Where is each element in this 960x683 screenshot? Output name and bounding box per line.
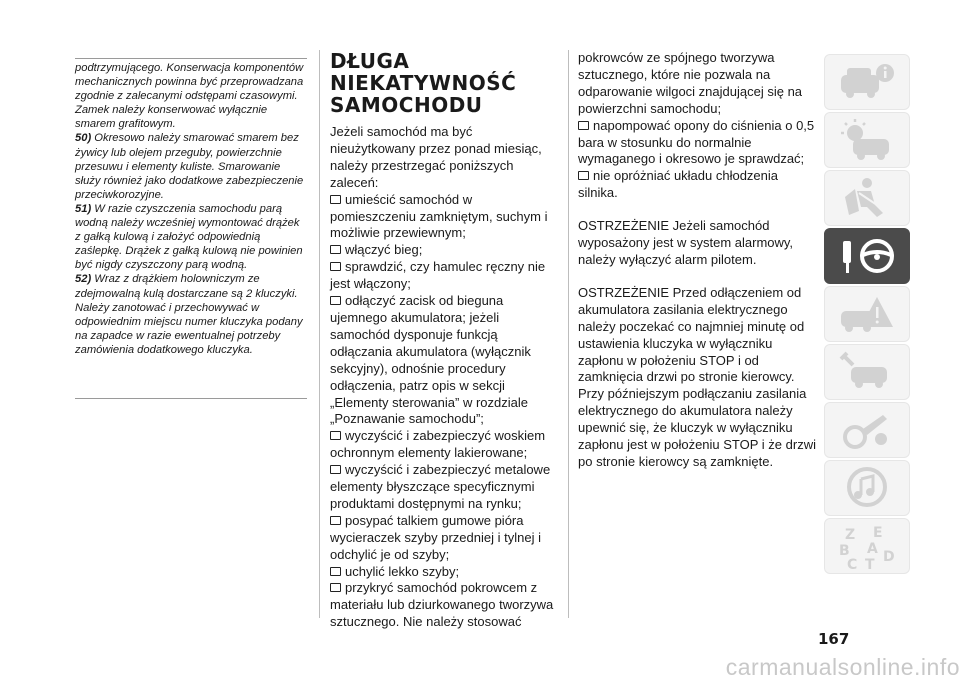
footnote-text: W razie czyszczenia samochodu parą wodną należy wcześniej wymontować drążek z gałką kulową i założyć odpowiednią zaślepkę. Drążek z gałką kulową nie powinien być nigdy czyszczony parą wodną.	[75, 202, 303, 272]
bullet-box-icon	[330, 516, 341, 525]
footnotes-column	[75, 58, 307, 357]
bullet-box-icon	[330, 262, 341, 271]
list-item: sprawdzić, czy hamulec ręczny nie jest włączony;	[330, 259, 546, 292]
list-item: przykryć samochód pokrowcem z materiału lub dziurkowanego tworzywa sztucznego. Nie należy stosować	[330, 580, 554, 630]
index-letter: B	[839, 543, 850, 559]
column-divider	[568, 50, 569, 618]
footnote-number: 50)	[75, 132, 92, 145]
footnote-51	[75, 202, 307, 272]
list-item: wyczyścić i zabezpieczyć woskiem ochronnym elementy lakierowane;	[330, 428, 546, 461]
tab-key-steering-wheel[interactable]	[824, 228, 910, 284]
alphabetical-index-icon	[837, 523, 897, 573]
bullet-box-icon	[330, 465, 341, 474]
watermark: carmanualsonline.info	[725, 654, 960, 680]
continuation-paragraph: podtrzymującego. Konserwacja komponentów mechanicznych powinna być przeprowadzana zgodnie z zalecanymi odstępami czasowymi. Zamek należy konserwować wyłącznie smarem grafitowym.	[75, 62, 304, 131]
bullet-box-icon	[578, 121, 589, 130]
tab-maintenance[interactable]	[824, 402, 910, 458]
footnote-number: 52)	[75, 273, 92, 286]
warning-battery: OSTRZEŻENIE Przed odłączeniem od akumulatora zasilania elektrycznego należy poczekać co najmniej minutę od ustawienia kluczyka w wyłączniku zapłonu w położeniu STOP i od zamknięcia drzwi po stronie kierowcy. Przy późniejszym podłączaniu zasilania elektrycznego do akumulatora należy upewnić się, że kluczyk w wyłączniku zapłonu jest w położeniu STOP i że drzwi po stronie kierowcy są zamknięte.	[578, 284, 816, 469]
airbag-seat-icon	[837, 175, 897, 221]
section-heading: DŁUGA NIEKATYWNOŚĆ SAMOCHODU	[330, 49, 517, 117]
footnote-52	[75, 272, 307, 357]
list-item: wyczyścić i zabezpieczyć metalowe elementy błyszczące specyficznymi produktami dostępnymi na rynku;	[330, 462, 551, 511]
bullet-box-icon	[330, 245, 341, 254]
tab-wrench-car[interactable]	[824, 344, 910, 400]
column-divider	[319, 50, 320, 618]
index-letter: D	[883, 549, 895, 565]
bullet-box-icon	[330, 195, 341, 204]
tab-airbag-seat[interactable]	[824, 170, 910, 226]
tab-alphabetical-index[interactable]	[824, 518, 910, 574]
list-item: umieścić samochód w pomieszczeniu zamkniętym, suchym i możliwie przewiewnym;	[330, 191, 548, 241]
tab-warning-triangle[interactable]	[824, 286, 910, 342]
tab-car-info[interactable]	[824, 54, 910, 110]
footnote-50	[75, 131, 307, 201]
index-letter: E	[873, 525, 883, 541]
footnote-number: 51)	[75, 202, 92, 215]
list-item: uchylić lekko szyby;	[330, 564, 558, 581]
list-item: nie opróżniać układu chłodzenia silnika.	[578, 168, 779, 201]
warning-alarm: OSTRZEŻENIE Jeżeli samochód wyposażony jest w system alarmowy, należy wyłączyć alarm pilotem.	[578, 218, 794, 267]
bullet-box-icon	[330, 583, 341, 592]
index-letter: Z	[845, 527, 856, 543]
multimedia-icon	[837, 465, 897, 511]
tab-dashboard-lights[interactable]	[824, 112, 910, 168]
continuation-paragraph: pokrowców ze spójnego tworzywa sztucznego, które nie pozwala na odparowanie wilgoci znajdującej się na powierzchni samochodu;	[578, 50, 803, 116]
footnote-text: Wraz z drążkiem holowniczym ze zdejmowalną kulą dostarczane są 2 kluczyki. Należy zanotować i przechowywać w odpowiednim miejscu numer kluczyka podany na zapadce w razie ewentualnej potrzeby zamówienia dodatkowego kluczyka.	[75, 273, 303, 356]
car-info-icon	[837, 59, 897, 105]
page-number: 167	[818, 630, 850, 648]
dashboard-lights-icon	[837, 117, 897, 163]
index-letter: C	[847, 557, 858, 573]
index-letter: A	[867, 541, 878, 557]
main-column	[330, 50, 558, 631]
bullet-box-icon	[330, 296, 341, 305]
intro-paragraph: Jeżeli samochód ma być nieużytkowany przez ponad miesiąc, należy przestrzegać poniższych zaleceń:	[330, 124, 542, 190]
warning-triangle-car-icon	[837, 291, 897, 337]
tab-multimedia[interactable]	[824, 460, 910, 516]
list-item: posypać talkiem gumowe pióra wycieraczek szyby przedniej i tylnej i odchylić je od szyby;	[330, 512, 541, 562]
list-item: odłączyć zacisk od bieguna ujemnego akumulatora; jeżeli samochód dysponuje funkcją odłączania akumulatora (wyłącznik sekcyjny), odnośnie procedury odłączenia, patrz opis w sekcji „Elementy sterowania” w rozdziale „Poznawanie samochodu”;	[330, 293, 531, 427]
bullet-box-icon	[330, 567, 341, 576]
list-item: włączyć bieg;	[330, 242, 558, 259]
column-bottom-divider	[75, 398, 307, 399]
bullet-box-icon	[330, 431, 341, 440]
bullet-box-icon	[578, 171, 589, 180]
index-letter: T	[865, 557, 875, 573]
wrench-car-icon	[837, 349, 897, 395]
right-column	[578, 50, 818, 471]
footnote-text: Okresowo należy smarować smarem bez żywicy lub olejem przeguby, powierzchnie przesuwu i elementy kuliste. Smarowanie służy również jako dodatkowe zabezpieczenie przeciwkorozyjne.	[75, 132, 304, 201]
maintenance-car-icon	[837, 407, 897, 453]
list-item: napompować opony do ciśnienia o 0,5 bara w stosunku do normalnie wymaganego i okresowo je sprawdzać;	[578, 117, 815, 167]
key-steering-wheel-icon	[837, 233, 897, 279]
